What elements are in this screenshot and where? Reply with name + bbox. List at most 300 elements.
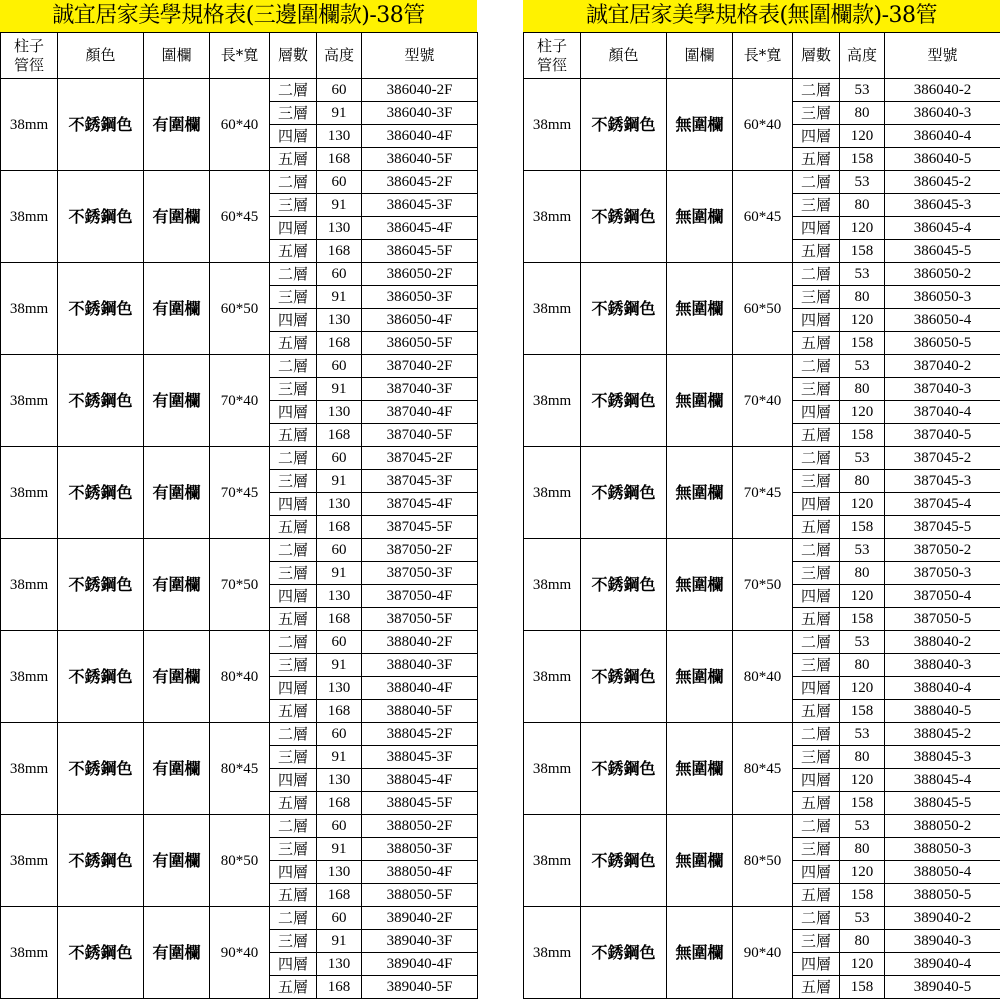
model-cell: 388050-4 [885, 861, 1000, 884]
model-cell: 386040-5 [885, 148, 1000, 171]
tier-cell: 二層 [793, 263, 840, 286]
height-cell: 168 [317, 332, 362, 355]
tier-cell: 三層 [270, 562, 317, 585]
model-cell: 386045-3 [885, 194, 1000, 217]
model-cell: 388045-3 [885, 746, 1000, 769]
fence-cell: 無圍欄 [667, 171, 733, 263]
height-cell: 60 [317, 539, 362, 562]
tier-cell: 五層 [270, 332, 317, 355]
color-cell: 不銹鋼色 [581, 79, 667, 171]
height-cell: 53 [840, 631, 885, 654]
height-cell: 80 [840, 470, 885, 493]
model-cell: 387050-4F [362, 585, 478, 608]
height-cell: 158 [840, 976, 885, 999]
fence-cell: 無圍欄 [667, 631, 733, 723]
tier-cell: 三層 [793, 838, 840, 861]
height-cell: 158 [840, 700, 885, 723]
header-size: 長*寬 [733, 33, 793, 79]
tier-cell: 二層 [270, 447, 317, 470]
tier-cell: 五層 [793, 332, 840, 355]
header-color: 顏色 [581, 33, 667, 79]
tier-cell: 三層 [793, 746, 840, 769]
diameter-cell: 38mm [524, 815, 581, 907]
tier-cell: 五層 [270, 240, 317, 263]
header-fence: 圍欄 [144, 33, 210, 79]
height-cell: 120 [840, 769, 885, 792]
height-cell: 168 [317, 792, 362, 815]
tier-cell: 三層 [270, 194, 317, 217]
height-cell: 120 [840, 401, 885, 424]
color-cell: 不銹鋼色 [581, 907, 667, 999]
height-cell: 60 [317, 631, 362, 654]
fence-cell: 有圍欄 [144, 447, 210, 539]
tier-cell: 二層 [793, 723, 840, 746]
model-cell: 387040-5F [362, 424, 478, 447]
fence-cell: 有圍欄 [144, 631, 210, 723]
model-cell: 387050-2F [362, 539, 478, 562]
header-tiers: 層數 [793, 33, 840, 79]
height-cell: 60 [317, 263, 362, 286]
tier-cell: 二層 [793, 815, 840, 838]
tier-cell: 五層 [793, 424, 840, 447]
height-cell: 158 [840, 792, 885, 815]
fence-cell: 有圍欄 [144, 723, 210, 815]
tier-cell: 五層 [270, 608, 317, 631]
tier-cell: 四層 [793, 217, 840, 240]
model-cell: 387040-3F [362, 378, 478, 401]
tier-cell: 四層 [270, 493, 317, 516]
model-cell: 386040-2 [885, 79, 1000, 102]
table-title: 誠宜居家美學規格表(三邊圍欄款)-38管 [0, 0, 477, 32]
model-cell: 386045-2F [362, 171, 478, 194]
model-cell: 387050-4 [885, 585, 1000, 608]
color-cell: 不銹鋼色 [581, 355, 667, 447]
tier-cell: 二層 [793, 171, 840, 194]
tier-cell: 四層 [270, 217, 317, 240]
size-cell: 60*50 [210, 263, 270, 355]
size-cell: 70*50 [210, 539, 270, 631]
tier-cell: 三層 [270, 654, 317, 677]
table-row [1, 815, 478, 838]
spec-table-without-fence [523, 0, 1000, 999]
tier-cell: 二層 [270, 539, 317, 562]
model-cell: 386050-3F [362, 286, 478, 309]
tier-cell: 五層 [270, 516, 317, 539]
height-cell: 168 [317, 148, 362, 171]
model-cell: 386050-3 [885, 286, 1000, 309]
color-cell: 不銹鋼色 [58, 447, 144, 539]
tier-cell: 四層 [793, 953, 840, 976]
tier-cell: 四層 [793, 401, 840, 424]
table-row [1, 355, 478, 378]
tier-cell: 三層 [793, 194, 840, 217]
model-cell: 387050-5F [362, 608, 478, 631]
table-row [1, 907, 478, 930]
height-cell: 60 [317, 815, 362, 838]
tier-cell: 四層 [270, 953, 317, 976]
height-cell: 53 [840, 355, 885, 378]
fence-cell: 有圍欄 [144, 263, 210, 355]
tier-cell: 五層 [270, 792, 317, 815]
model-cell: 389040-2 [885, 907, 1000, 930]
height-cell: 158 [840, 516, 885, 539]
tier-cell: 五層 [270, 424, 317, 447]
tier-cell: 五層 [270, 976, 317, 999]
model-cell: 388040-5 [885, 700, 1000, 723]
tier-cell: 三層 [793, 470, 840, 493]
header-fence: 圍欄 [667, 33, 733, 79]
color-cell: 不銹鋼色 [581, 815, 667, 907]
diameter-cell: 38mm [1, 723, 58, 815]
fence-cell: 無圍欄 [667, 907, 733, 999]
model-cell: 388045-3F [362, 746, 478, 769]
tier-cell: 三層 [793, 286, 840, 309]
model-cell: 388050-3F [362, 838, 478, 861]
tier-cell: 四層 [270, 125, 317, 148]
height-cell: 60 [317, 447, 362, 470]
height-cell: 80 [840, 286, 885, 309]
model-cell: 388045-4 [885, 769, 1000, 792]
size-cell: 60*40 [733, 79, 793, 171]
height-cell: 168 [317, 608, 362, 631]
model-cell: 388040-2 [885, 631, 1000, 654]
height-cell: 91 [317, 746, 362, 769]
height-cell: 91 [317, 654, 362, 677]
tier-cell: 二層 [270, 171, 317, 194]
tier-cell: 四層 [270, 861, 317, 884]
size-cell: 80*40 [210, 631, 270, 723]
table-row [1, 723, 478, 746]
color-cell: 不銹鋼色 [58, 907, 144, 999]
model-cell: 389040-4F [362, 953, 478, 976]
table-row [1, 447, 478, 470]
fence-cell: 有圍欄 [144, 539, 210, 631]
height-cell: 91 [317, 194, 362, 217]
color-cell: 不銹鋼色 [581, 171, 667, 263]
model-cell: 386045-3F [362, 194, 478, 217]
header-row [524, 33, 1000, 79]
height-cell: 53 [840, 723, 885, 746]
tier-cell: 四層 [793, 309, 840, 332]
diameter-cell: 38mm [1, 815, 58, 907]
fence-cell: 無圍欄 [667, 79, 733, 171]
height-cell: 91 [317, 562, 362, 585]
model-cell: 389040-5 [885, 976, 1000, 999]
model-cell: 387040-2F [362, 355, 478, 378]
color-cell: 不銹鋼色 [581, 447, 667, 539]
model-cell: 386040-4F [362, 125, 478, 148]
tier-cell: 四層 [793, 769, 840, 792]
model-cell: 387040-2 [885, 355, 1000, 378]
fence-cell: 無圍欄 [667, 263, 733, 355]
color-cell: 不銹鋼色 [58, 723, 144, 815]
table-row [1, 539, 478, 562]
diameter-cell: 38mm [1, 907, 58, 999]
table-row [1, 79, 478, 102]
header-row [1, 33, 478, 79]
height-cell: 130 [317, 309, 362, 332]
header-height: 高度 [840, 33, 885, 79]
diameter-cell: 38mm [1, 539, 58, 631]
tier-cell: 三層 [270, 286, 317, 309]
model-cell: 388050-3 [885, 838, 1000, 861]
fence-cell: 有圍欄 [144, 355, 210, 447]
height-cell: 53 [840, 907, 885, 930]
model-cell: 387050-2 [885, 539, 1000, 562]
tier-cell: 五層 [793, 884, 840, 907]
model-cell: 386050-4F [362, 309, 478, 332]
height-cell: 80 [840, 562, 885, 585]
tier-cell: 二層 [793, 631, 840, 654]
tier-cell: 三層 [270, 102, 317, 125]
diameter-cell: 38mm [524, 907, 581, 999]
fence-cell: 無圍欄 [667, 447, 733, 539]
size-cell: 70*40 [210, 355, 270, 447]
header-height: 高度 [317, 33, 362, 79]
model-cell: 388040-4 [885, 677, 1000, 700]
table-row [1, 631, 478, 654]
model-cell: 386050-2F [362, 263, 478, 286]
table-row [1, 171, 478, 194]
spec-table-with-fence [0, 0, 477, 999]
model-cell: 387040-5 [885, 424, 1000, 447]
height-cell: 158 [840, 148, 885, 171]
spec-table [523, 32, 1000, 999]
diameter-cell: 38mm [524, 447, 581, 539]
tier-cell: 五層 [270, 148, 317, 171]
model-cell: 386050-5 [885, 332, 1000, 355]
height-cell: 168 [317, 240, 362, 263]
tier-cell: 二層 [270, 355, 317, 378]
height-cell: 130 [317, 677, 362, 700]
height-cell: 53 [840, 79, 885, 102]
height-cell: 53 [840, 539, 885, 562]
tier-cell: 四層 [270, 585, 317, 608]
tier-cell: 二層 [270, 631, 317, 654]
model-cell: 387050-5 [885, 608, 1000, 631]
table-row [524, 447, 1000, 470]
tier-cell: 二層 [793, 447, 840, 470]
tier-cell: 五層 [793, 148, 840, 171]
tier-cell: 五層 [793, 516, 840, 539]
tier-cell: 五層 [793, 608, 840, 631]
model-cell: 388050-2F [362, 815, 478, 838]
table-row [524, 907, 1000, 930]
diameter-cell: 38mm [1, 79, 58, 171]
table-title: 誠宜居家美學規格表(無圍欄款)-38管 [523, 0, 1000, 32]
tier-cell: 四層 [793, 585, 840, 608]
model-cell: 386045-4 [885, 217, 1000, 240]
size-cell: 80*50 [210, 815, 270, 907]
model-cell: 387050-3F [362, 562, 478, 585]
model-cell: 386050-4 [885, 309, 1000, 332]
table-row [524, 355, 1000, 378]
tier-cell: 三層 [270, 838, 317, 861]
model-cell: 386040-3F [362, 102, 478, 125]
diameter-cell: 38mm [524, 263, 581, 355]
size-cell: 60*50 [733, 263, 793, 355]
table-row [524, 815, 1000, 838]
tier-cell: 三層 [793, 562, 840, 585]
tier-cell: 五層 [793, 976, 840, 999]
size-cell: 80*45 [210, 723, 270, 815]
diameter-cell: 38mm [1, 171, 58, 263]
size-cell: 70*50 [733, 539, 793, 631]
size-cell: 60*45 [733, 171, 793, 263]
model-cell: 388045-4F [362, 769, 478, 792]
tier-cell: 三層 [270, 378, 317, 401]
tier-cell: 四層 [270, 401, 317, 424]
model-cell: 387045-4F [362, 493, 478, 516]
height-cell: 130 [317, 401, 362, 424]
height-cell: 130 [317, 585, 362, 608]
header-tiers: 層數 [270, 33, 317, 79]
height-cell: 130 [317, 217, 362, 240]
diameter-cell: 38mm [524, 171, 581, 263]
height-cell: 130 [317, 493, 362, 516]
height-cell: 91 [317, 102, 362, 125]
height-cell: 120 [840, 217, 885, 240]
model-cell: 388040-4F [362, 677, 478, 700]
height-cell: 120 [840, 677, 885, 700]
height-cell: 120 [840, 493, 885, 516]
tier-cell: 四層 [793, 677, 840, 700]
diameter-cell: 38mm [1, 355, 58, 447]
tier-cell: 四層 [270, 677, 317, 700]
header-model: 型號 [885, 33, 1000, 79]
model-cell: 386050-2 [885, 263, 1000, 286]
header-diameter: 柱子 管徑 [1, 33, 58, 79]
size-cell: 80*40 [733, 631, 793, 723]
model-cell: 389040-4 [885, 953, 1000, 976]
color-cell: 不銹鋼色 [581, 631, 667, 723]
color-cell: 不銹鋼色 [581, 539, 667, 631]
spec-table [0, 32, 478, 999]
diameter-cell: 38mm [524, 79, 581, 171]
tier-cell: 二層 [270, 723, 317, 746]
size-cell: 70*45 [733, 447, 793, 539]
fence-cell: 無圍欄 [667, 815, 733, 907]
header-color: 顏色 [58, 33, 144, 79]
tier-cell: 二層 [793, 907, 840, 930]
color-cell: 不銹鋼色 [581, 263, 667, 355]
model-cell: 387045-2 [885, 447, 1000, 470]
tier-cell: 五層 [270, 884, 317, 907]
model-cell: 386050-5F [362, 332, 478, 355]
model-cell: 388050-5 [885, 884, 1000, 907]
tier-cell: 三層 [793, 654, 840, 677]
height-cell: 158 [840, 332, 885, 355]
model-cell: 388045-2 [885, 723, 1000, 746]
diameter-cell: 38mm [1, 263, 58, 355]
height-cell: 91 [317, 378, 362, 401]
height-cell: 91 [317, 838, 362, 861]
height-cell: 158 [840, 424, 885, 447]
tier-cell: 五層 [793, 240, 840, 263]
fence-cell: 無圍欄 [667, 723, 733, 815]
height-cell: 80 [840, 194, 885, 217]
tier-cell: 三層 [793, 378, 840, 401]
model-cell: 388045-5 [885, 792, 1000, 815]
height-cell: 130 [317, 953, 362, 976]
model-cell: 388040-3 [885, 654, 1000, 677]
diameter-cell: 38mm [524, 539, 581, 631]
model-cell: 387045-4 [885, 493, 1000, 516]
model-cell: 387045-5F [362, 516, 478, 539]
height-cell: 80 [840, 654, 885, 677]
color-cell: 不銹鋼色 [58, 815, 144, 907]
model-cell: 388040-5F [362, 700, 478, 723]
fence-cell: 有圍欄 [144, 171, 210, 263]
fence-cell: 有圍欄 [144, 907, 210, 999]
tier-cell: 四層 [270, 769, 317, 792]
diameter-cell: 38mm [524, 631, 581, 723]
model-cell: 386045-5F [362, 240, 478, 263]
table-row [524, 723, 1000, 746]
height-cell: 168 [317, 884, 362, 907]
color-cell: 不銹鋼色 [58, 631, 144, 723]
fence-cell: 無圍欄 [667, 355, 733, 447]
height-cell: 53 [840, 171, 885, 194]
tier-cell: 四層 [793, 861, 840, 884]
tier-cell: 三層 [270, 930, 317, 953]
size-cell: 90*40 [733, 907, 793, 999]
height-cell: 80 [840, 102, 885, 125]
model-cell: 386040-3 [885, 102, 1000, 125]
tier-cell: 三層 [793, 102, 840, 125]
size-cell: 60*40 [210, 79, 270, 171]
color-cell: 不銹鋼色 [58, 79, 144, 171]
model-cell: 387040-3 [885, 378, 1000, 401]
height-cell: 120 [840, 861, 885, 884]
height-cell: 120 [840, 309, 885, 332]
size-cell: 80*50 [733, 815, 793, 907]
tier-cell: 四層 [270, 309, 317, 332]
model-cell: 388045-5F [362, 792, 478, 815]
height-cell: 120 [840, 125, 885, 148]
height-cell: 130 [317, 769, 362, 792]
tier-cell: 五層 [270, 700, 317, 723]
color-cell: 不銹鋼色 [58, 539, 144, 631]
header-size: 長*寬 [210, 33, 270, 79]
model-cell: 387050-3 [885, 562, 1000, 585]
model-cell: 386045-2 [885, 171, 1000, 194]
model-cell: 388045-2F [362, 723, 478, 746]
table-row [524, 631, 1000, 654]
height-cell: 130 [317, 861, 362, 884]
model-cell: 387045-3 [885, 470, 1000, 493]
fence-cell: 有圍欄 [144, 815, 210, 907]
height-cell: 120 [840, 585, 885, 608]
height-cell: 120 [840, 953, 885, 976]
size-cell: 90*40 [210, 907, 270, 999]
header-diameter: 柱子 管徑 [524, 33, 581, 79]
model-cell: 388050-2 [885, 815, 1000, 838]
diameter-cell: 38mm [524, 723, 581, 815]
table-row [524, 79, 1000, 102]
model-cell: 386040-4 [885, 125, 1000, 148]
model-cell: 389040-3 [885, 930, 1000, 953]
model-cell: 389040-2F [362, 907, 478, 930]
height-cell: 130 [317, 125, 362, 148]
height-cell: 53 [840, 263, 885, 286]
color-cell: 不銹鋼色 [581, 723, 667, 815]
color-cell: 不銹鋼色 [58, 263, 144, 355]
height-cell: 168 [317, 516, 362, 539]
tier-cell: 三層 [270, 470, 317, 493]
model-cell: 386045-4F [362, 217, 478, 240]
size-cell: 60*45 [210, 171, 270, 263]
